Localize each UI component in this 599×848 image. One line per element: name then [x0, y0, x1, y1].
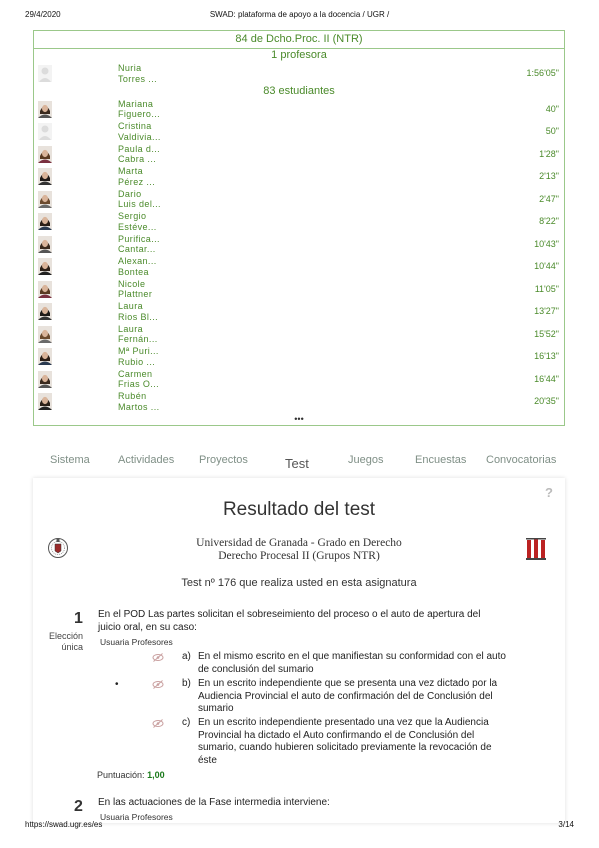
connected-user-row[interactable] — [34, 345, 564, 368]
last-access-time: 16'44" — [534, 373, 559, 384]
print-page-number: 3/14 — [558, 820, 574, 829]
user-first-name: Laura — [118, 323, 144, 334]
option-text-line: En el mismo escrito en el que manifiestan su conformidad con el auto — [198, 651, 506, 662]
connected-user-row[interactable] — [34, 300, 564, 323]
connected-users-panel — [33, 30, 565, 426]
connected-user-row[interactable] — [34, 278, 564, 301]
avatar[interactable] — [38, 326, 52, 343]
hidden-eye-icon — [152, 719, 164, 728]
user-name[interactable] — [118, 256, 157, 277]
option-text-line: Provincial ha dictado el Auto confirmando el de Conclusión del — [198, 729, 475, 741]
user-name[interactable] — [118, 144, 160, 165]
option-text-line: éste — [198, 754, 217, 766]
user-first-name: Alexan... — [118, 256, 157, 266]
user-name[interactable] — [118, 189, 161, 210]
last-access-time: 16'13" — [534, 351, 559, 361]
user-first-name: Nicole — [118, 278, 146, 289]
user-name[interactable] — [118, 121, 161, 142]
user-last-name: Valdivia... — [118, 131, 161, 142]
option-text-line: En un escrito independiente presentado una vez que la Audiencia — [198, 717, 489, 728]
user-name[interactable] — [118, 369, 159, 390]
option-text — [198, 651, 544, 676]
user-last-name: Fernán... — [118, 334, 158, 344]
avatar[interactable] — [38, 101, 52, 118]
question-type-line: Elección — [48, 631, 83, 641]
option-text — [198, 678, 544, 716]
question-text-line: juicio oral, en su caso: — [98, 621, 197, 633]
question-type-line: única — [61, 642, 83, 652]
last-access-time: 13'27" — [534, 306, 559, 316]
user-name[interactable] — [118, 99, 160, 120]
user-first-name: Cristina — [118, 121, 152, 131]
option-text-line: En un escrito independiente que se presenta una vez dictado por la — [198, 678, 498, 689]
last-access-time: 8'22" — [539, 216, 559, 226]
tab-sistema[interactable]: Sistema — [50, 454, 90, 466]
option-text-line: sumario, cuando hubieren solicitado previamente la revocación de — [198, 742, 492, 753]
user-name[interactable] — [118, 166, 155, 187]
last-access-time: 15'52" — [534, 328, 559, 339]
page-title: Resultado del test — [222, 499, 376, 520]
option-text-line: sumario — [198, 703, 234, 714]
avatar[interactable] — [38, 123, 52, 140]
connected-user-row[interactable] — [34, 62, 564, 85]
last-access-time: 40" — [545, 103, 559, 114]
user-last-name: Frias O... — [118, 379, 160, 389]
option-text — [198, 717, 544, 767]
question-text — [98, 609, 553, 634]
institution-heading — [33, 537, 565, 563]
user-name[interactable] — [118, 391, 160, 412]
user-name[interactable] — [118, 279, 152, 300]
tab-actividades[interactable]: Actividades — [118, 454, 175, 466]
avatar[interactable] — [38, 303, 52, 320]
question-score — [97, 770, 165, 780]
faculty-logo-icon — [525, 536, 547, 562]
user-last-name: Estéve... — [118, 221, 157, 232]
help-icon[interactable]: ? — [545, 485, 553, 500]
connected-course-title[interactable]: 84 de Dcho.Proc. II (NTR) — [34, 31, 564, 49]
user-first-name: Nuria — [118, 63, 142, 73]
question-type — [43, 631, 83, 653]
question-text-line: En el POD Las partes solicitan el sobreseimiento del proceso o el auto de apertura del — [98, 609, 481, 620]
connected-user-row[interactable] — [34, 120, 564, 143]
option-text-line: Audiencia Provincial el auto de confirmación del de Conclusión del — [198, 690, 493, 702]
user-first-name: Laura — [118, 301, 144, 311]
last-access-time: 11'05" — [534, 283, 559, 294]
user-last-name: Martos ... — [118, 401, 160, 412]
user-last-name: Rubio ... — [118, 356, 156, 367]
print-date: 29/4/2020 — [25, 10, 61, 19]
user-last-name: Luis del... — [118, 199, 161, 209]
answer-author: Usuaria Profesores — [100, 812, 173, 822]
avatar[interactable] — [38, 348, 52, 365]
user-last-name: Plattner — [118, 289, 153, 299]
test-result-panel — [33, 478, 565, 823]
user-last-name: Rios Bl... — [118, 311, 159, 322]
user-first-name: Marta — [118, 166, 144, 176]
last-access-time: 20'35" — [534, 396, 559, 406]
connected-user-row[interactable] — [34, 390, 564, 413]
option-letter: b) — [182, 678, 191, 689]
hidden-eye-icon — [152, 653, 164, 662]
user-first-name: Mª Puri... — [118, 346, 159, 356]
user-name[interactable] — [118, 63, 157, 84]
user-last-name: Cabra ... — [118, 154, 157, 164]
connected-user-row[interactable] — [34, 210, 564, 233]
user-last-name: Cantar... — [118, 244, 156, 254]
avatar[interactable] — [38, 371, 52, 388]
test-info: Test nº 176 que realiza usted en esta asignatura — [181, 577, 417, 589]
institution-course: Derecho Procesal II (Grupos NTR) — [218, 550, 380, 562]
connected-user-row[interactable] — [34, 98, 564, 121]
print-page-title: SWAD: plataforma de apoyo a la docencia / UGR / — [209, 10, 390, 19]
hidden-eye-icon — [152, 680, 164, 689]
score-value: 1,00 — [147, 770, 165, 780]
user-first-name: Carmen — [118, 368, 153, 379]
connected-user-row[interactable] — [34, 368, 564, 391]
avatar[interactable] — [38, 146, 52, 163]
option-text-line: de conclusión del sumario — [198, 663, 314, 675]
main-tabs — [33, 450, 565, 476]
user-last-name: Figuero... — [118, 109, 161, 119]
last-access-time: 10'43" — [534, 238, 559, 249]
tab-juegos[interactable]: Juegos — [348, 454, 384, 466]
avatar[interactable] — [38, 191, 52, 208]
print-footer — [25, 820, 574, 832]
question-number: 2 — [74, 798, 83, 815]
connected-user-row[interactable] — [34, 233, 564, 256]
user-name[interactable] — [118, 234, 160, 255]
question-number: 1 — [74, 610, 83, 627]
last-access-time: 1'28" — [539, 148, 559, 159]
user-first-name: Dario — [118, 188, 142, 199]
connected-user-row[interactable] — [34, 323, 564, 346]
user-name[interactable] — [118, 211, 157, 232]
connected-user-row[interactable] — [34, 255, 564, 278]
option-letter: a) — [182, 651, 191, 662]
teachers-count: 1 profesora — [271, 49, 327, 61]
avatar[interactable] — [38, 65, 52, 82]
tab-test[interactable]: Test — [285, 456, 309, 471]
user-last-name: Bontea — [118, 266, 149, 277]
students-count: 83 estudiantes — [263, 84, 335, 97]
tab-encuestas[interactable]: Encuestas — [415, 454, 467, 466]
avatar[interactable] — [38, 213, 52, 230]
user-name[interactable] — [118, 346, 159, 367]
print-url: https://swad.ugr.es/es — [25, 820, 103, 829]
user-name[interactable] — [118, 301, 158, 322]
answer-author: Usuaria Profesores — [100, 637, 173, 647]
user-last-name: Pérez ... — [118, 176, 156, 187]
students-list — [34, 98, 564, 413]
connected-user-row[interactable] — [34, 165, 564, 188]
last-access-time: 2'47" — [539, 193, 559, 204]
last-access-time: 1:56'05" — [526, 68, 559, 78]
connected-user-row[interactable] — [34, 188, 564, 211]
avatar[interactable] — [38, 393, 52, 410]
avatar[interactable] — [38, 168, 52, 185]
user-first-name: Paula d... — [118, 143, 161, 154]
avatar[interactable] — [38, 258, 52, 275]
user-first-name: Mariana — [118, 98, 154, 109]
last-access-time: 2'13" — [539, 171, 559, 181]
score-label: Puntuación: — [97, 770, 145, 780]
more-users-button[interactable]: ••• — [294, 413, 304, 424]
tab-convocatorias[interactable]: Convocatorias — [486, 454, 557, 466]
institution-degree: Universidad de Granada - Grado en Derecho — [196, 537, 402, 549]
user-first-name: Purifica... — [118, 233, 160, 244]
user-last-name: Torres ... — [118, 73, 158, 84]
connected-user-row[interactable] — [34, 143, 564, 166]
user-first-name: Rubén — [118, 391, 147, 401]
avatar[interactable] — [38, 281, 52, 298]
last-access-time: 50" — [545, 126, 559, 136]
teachers-list — [34, 62, 564, 85]
option-letter: c) — [182, 717, 191, 728]
last-access-time: 10'44" — [534, 261, 559, 271]
avatar[interactable] — [38, 236, 52, 253]
tab-proyectos[interactable]: Proyectos — [199, 454, 248, 466]
user-first-name: Sergio — [118, 211, 147, 221]
print-header — [25, 10, 574, 22]
user-name[interactable] — [118, 324, 158, 345]
selected-answer-mark: • — [115, 679, 119, 690]
question-text: En las actuaciones de la Fase intermedia interviene: — [98, 797, 330, 808]
